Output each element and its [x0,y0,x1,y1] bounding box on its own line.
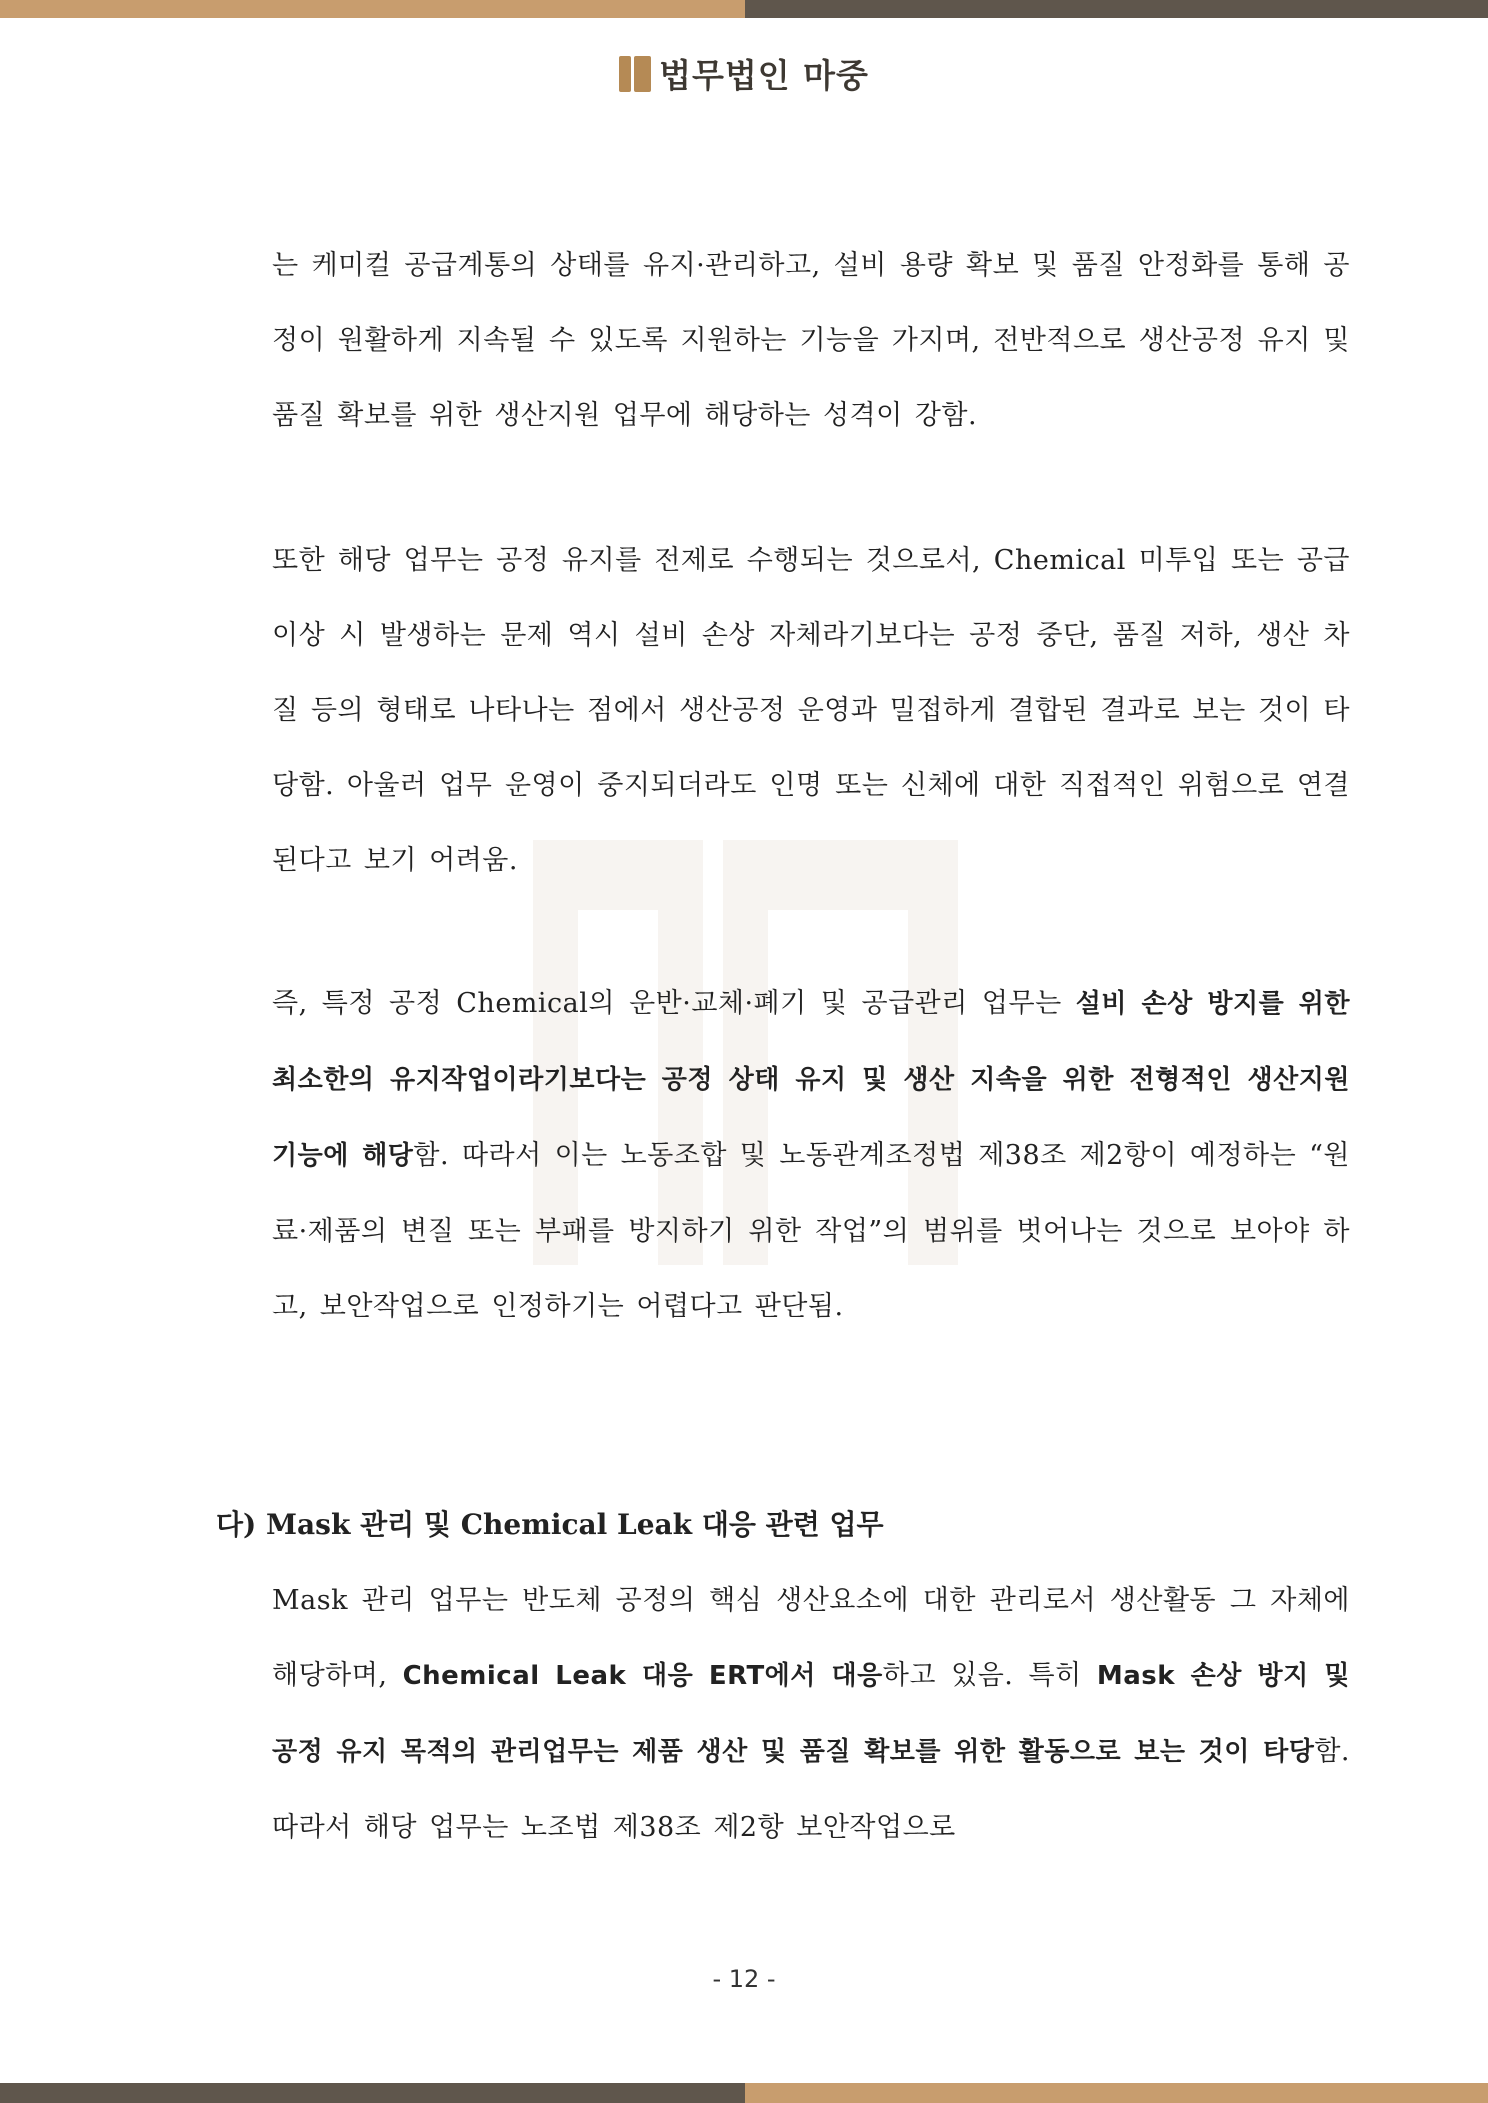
conclusion-emphasis: 설비 손상 방지를 위한 최소한의 유지작업이라기보다는 공정 상태 유지 및 생산 지속을 위한 전형적인 생산지원 기능에 해당 [272,989,1350,1171]
top-bar-gold-segment [0,0,745,18]
mask-emphasis-2: Mask 손상 방지 및 공정 유지 목적의 관리업무는 제품 생산 및 품질 확보를 위한 활동으로 보는 것이 타당 [272,1661,1350,1767]
mask-text-2: 하고 있음. 특히 [882,1660,1097,1691]
paragraph-process-maintenance: 또한 해당 업무는 공정 유지를 전제로 수행되는 것으로서, Chemical 미투입 또는 공급 이상 시 발생하는 문제 역시 설비 손상 자체라기보다는 공정 중단, 품질 저하, 생산 차질 등의 형태로 나타나는 점에서 생산공정 운영과 밀접하게 결합된 결과로 보는 것이 타당함. 아울러 업무 운영이 중지되더라도 인명 또는 신체에 대한 직접적인 위험으로 연결된다고 보기 어려움. [272,545,1350,876]
mask-emphasis-1: Chemical Leak 대응 ERT에서 대응 [402,1661,883,1691]
top-accent-bar [0,0,1488,18]
bottom-bar-dark-segment [0,2083,745,2103]
book-columns-icon [619,56,651,92]
main-body [272,228,1350,1344]
bottom-bar-gold-segment [745,2083,1488,2103]
conclusion-text-1: 즉, 특정 공정 Chemical의 운반·교체·폐기 및 공급관리 업무는 [272,988,1076,1019]
firm-logo [0,50,1488,97]
mask-text-3: 함. 따라서 해당 업무는 노조법 제38조 제2항 보안작업으로 [272,1736,1350,1843]
firm-name: 법무법인 마중 [659,56,869,95]
page-number: - 12 - [712,1965,776,1993]
mask-text-1: Mask 관리 업무는 반도체 공정의 핵심 생산요소에 대한 관리로서 생산활동 그 자체에 해당하며, [272,1585,1350,1691]
bottom-accent-bar [0,2083,1488,2103]
section-mask-body [272,1563,1350,1865]
paragraph-mask-management [272,1563,1350,1865]
conclusion-text-2: 함. 따라서 이는 노동조합 및 노동관계조정법 제38조 제2항이 예정하는 “원료·제품의 변질 또는 부패를 방지하기 위한 작업”의 범위를 벗어나는 것으로 보아야 하고, 보안작업으로 인정하기는 어렵다고 판단됨. [272,1140,1350,1322]
section-heading-mask: 다) Mask 관리 및 Chemical Leak 대응 관련 업무 [216,1508,884,1541]
paragraph-chemical-supply: 는 케미컬 공급계통의 상태를 유지·관리하고, 설비 용량 확보 및 품질 안정화를 통해 공정이 원활하게 지속될 수 있도록 지원하는 기능을 가지며, 전반적으로 생산공정 유지 및 품질 확보를 위한 생산지원 업무에 해당하는 성격이 강함. [272,250,1350,431]
paragraph-conclusion [272,966,1350,1344]
top-bar-dark-segment [745,0,1488,18]
